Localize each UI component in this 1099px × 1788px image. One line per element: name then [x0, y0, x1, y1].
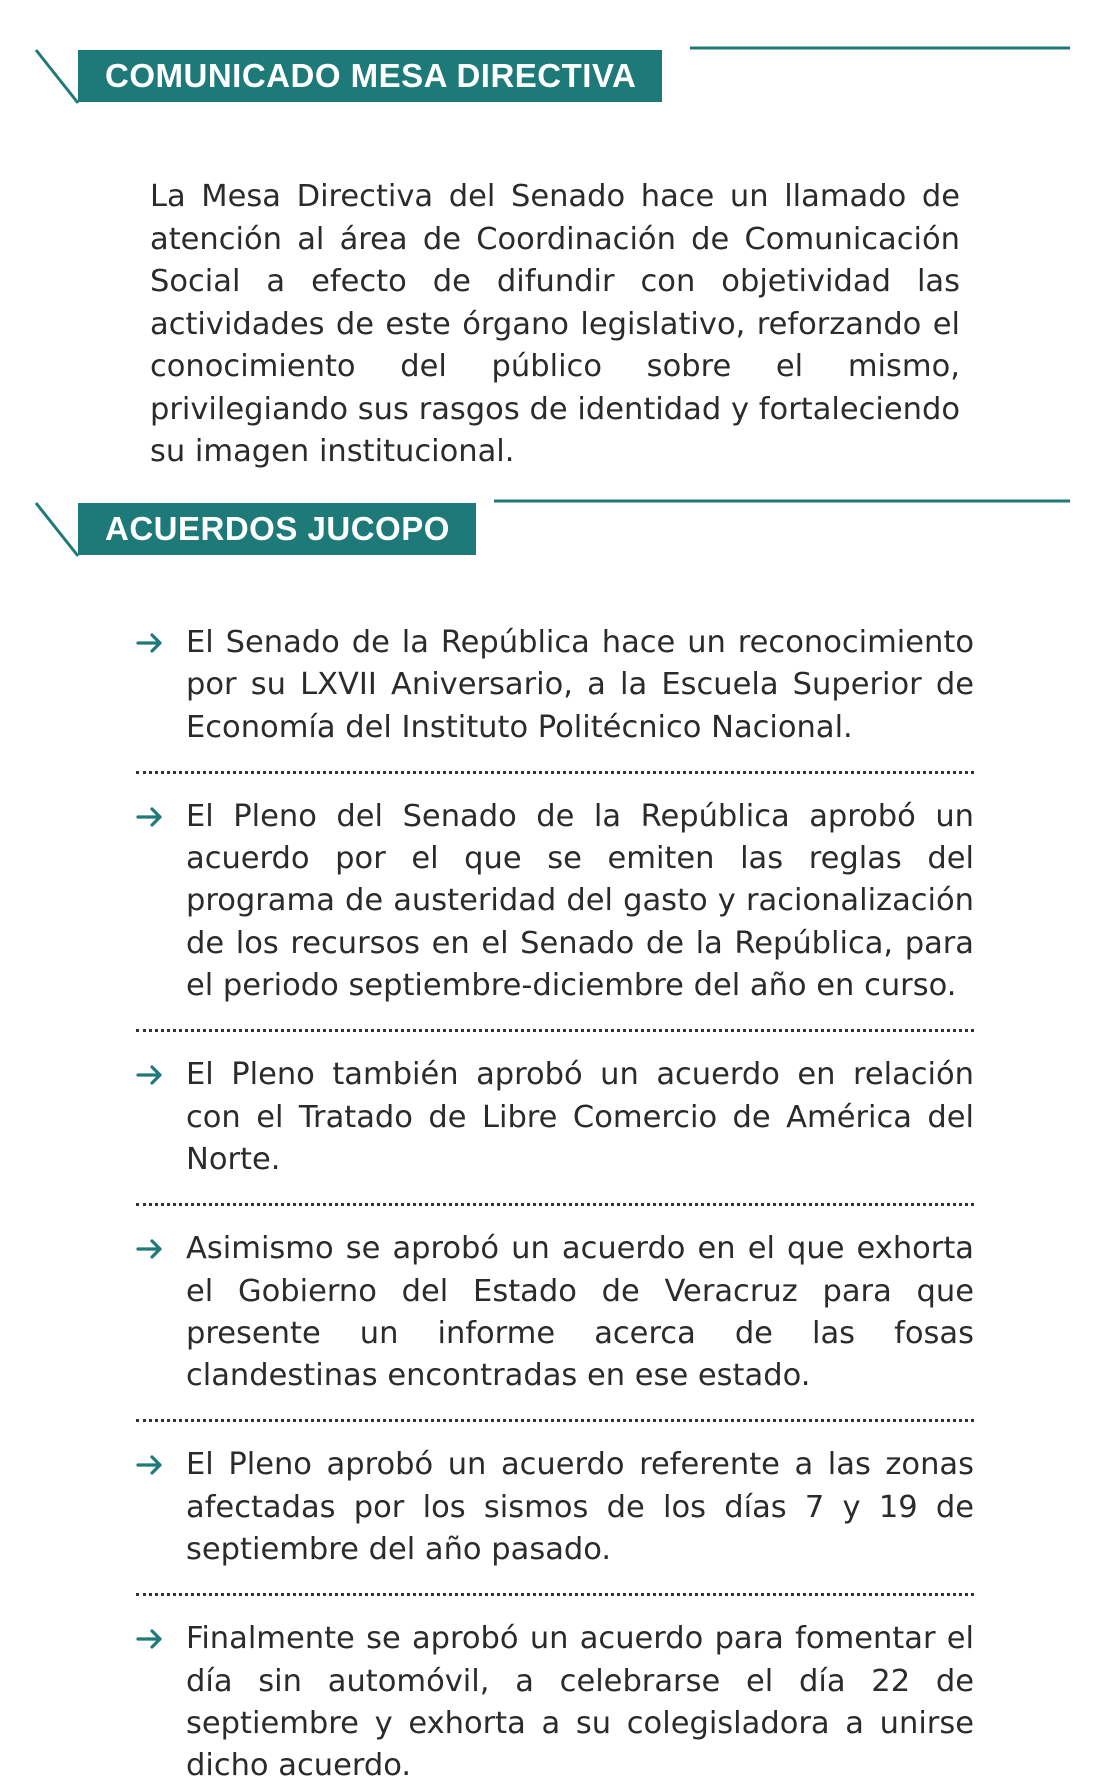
arrow-right-icon [136, 796, 186, 838]
agreement-text: Finalmente se aprobó un acuerdo para fomentar el día sin automóvil, a celebrarse el día 22 de septiembre y exhorta a su colegisladora a unirse dicho acuerdo. [186, 1621, 974, 1784]
list-item [136, 1596, 974, 1787]
agreements-list [136, 612, 974, 1788]
section-title-acuerdos-jucopo: ACUERDOS JUCOPO [78, 503, 476, 555]
agreement-text: El Pleno también aprobó un acuerdo en relación con el Tratado de Libre Comercio de América del Norte. [186, 1057, 974, 1177]
list-item [136, 612, 974, 774]
arrow-right-icon [136, 1618, 186, 1660]
list-item [136, 1206, 974, 1422]
agreement-text: El Pleno aprobó un acuerdo referente a las zonas afectadas por los sismos de los días 7 y 19 de septiembre del año pasado. [186, 1447, 974, 1568]
arrow-right-icon [136, 1054, 186, 1096]
section-title-mesa-directiva: COMUNICADO MESA DIRECTIVA [78, 50, 662, 102]
list-item [136, 1422, 974, 1596]
agreement-text: El Senado de la República hace un reconocimiento por su LXVII Aniversario, a la Escuela Superior de Economía del Instituto Politécnico Nacional. [186, 625, 974, 745]
mesa-directiva-paragraph: La Mesa Directiva del Senado hace un llamado de atención al área de Coordinación de Comunicación Social a efecto de difundir con objetividad las actividades de este órgano legislativo, reforzando el conocimiento del público sobre el mismo, privilegiando sus rasgos de identidad y fortaleciendo su imagen institucional. [150, 179, 960, 469]
agreement-text: Asimismo se aprobó un acuerdo en el que exhorta el Gobierno del Estado de Veracruz para que presente un informe acerca de las fosas clandestinas encontradas en ese estado. [186, 1231, 974, 1394]
arrow-right-icon [136, 1444, 186, 1486]
agreement-text: El Pleno del Senado de la República aprobó un acuerdo por el que se emiten las reglas del programa de austeridad del gasto y racionalización de los recursos en el Senado de la República, para el periodo septiembre-diciembre del año en curso. [186, 798, 974, 1004]
arrow-right-icon [136, 622, 186, 664]
list-item [136, 1032, 974, 1206]
list-item [136, 774, 974, 1032]
arrow-right-icon [136, 1228, 186, 1270]
